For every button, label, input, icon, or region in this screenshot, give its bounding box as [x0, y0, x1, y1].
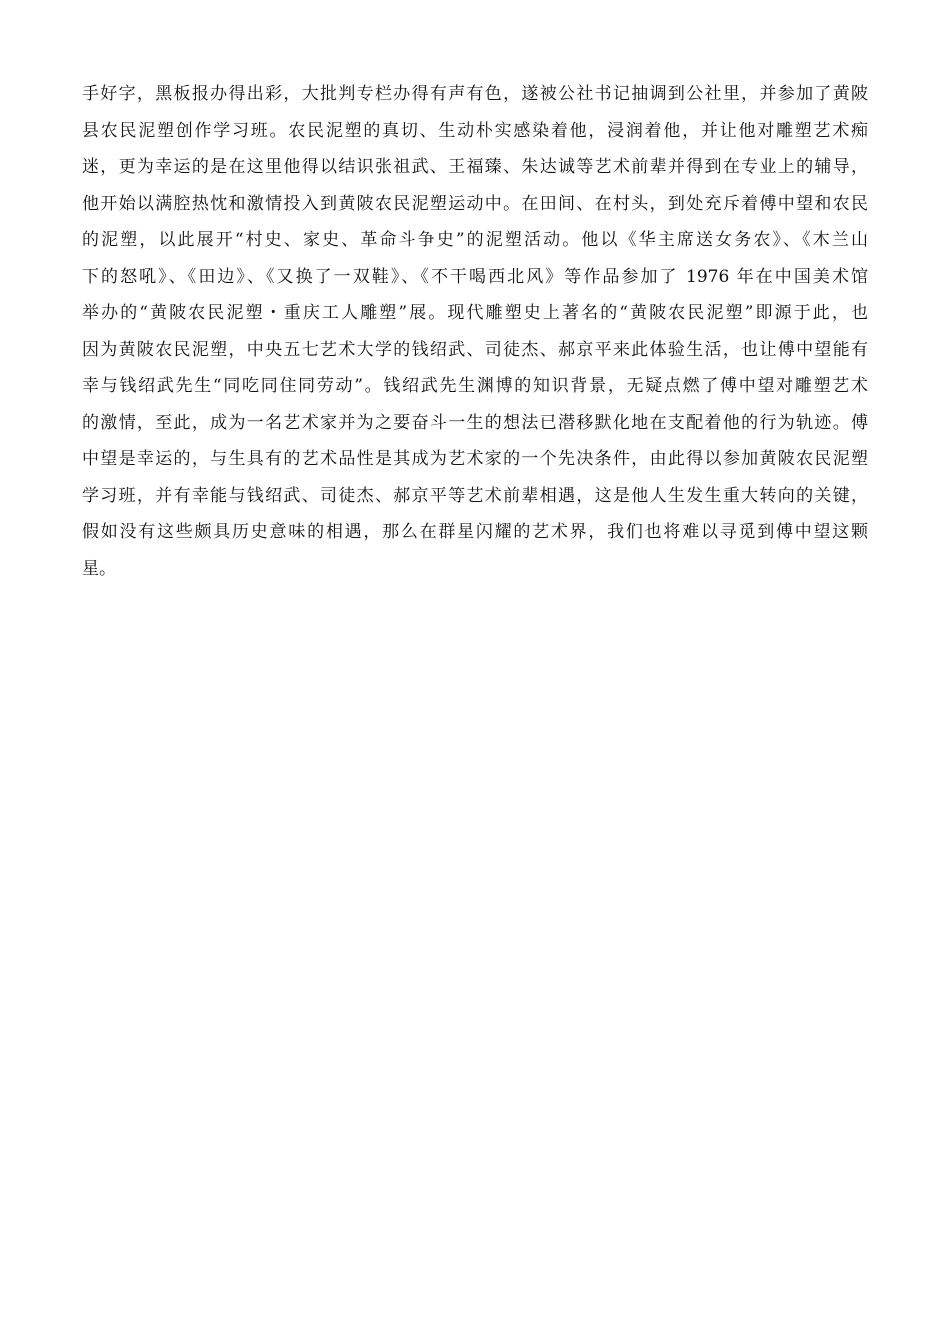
paragraph-line: 中望是幸运的，与生具有的艺术品性是其成为艺术家的一个先决条件，由此得以参加黄陂农民泥塑: [82, 449, 868, 469]
paragraph-line: 因为黄陂农民泥塑，中央五七艺术大学的钱绍武、司徒杰、郝京平来此体验生活，也让傅中望能有: [82, 339, 868, 360]
paragraph-line: 县农民泥塑创作学习班。农民泥塑的真切、生动朴实感染着他，浸润着他，并让他对雕塑艺术痴: [82, 120, 868, 141]
paragraph-line: 假如没有这些颇具历史意味的相遇，那么在群星闪耀的艺术界，我们也将难以寻觅到傅中望这颗: [82, 522, 868, 542]
paragraph-line: 举办的“黄陂农民泥塑・重庆工人雕塑”展。现代雕塑史上著名的“黄陂农民泥塑”即源于此，也: [82, 303, 868, 323]
paragraph-line: 星。: [82, 558, 116, 579]
body-paragraph: [82, 76, 868, 587]
paragraph-line: 手好字，黑板报办得出彩，大批判专栏办得有声有色，遂被公社书记抽调到公社里，并参加了黄陂: [82, 84, 868, 104]
paragraph-line: 他开始以满腔热忱和激情投入到黄陂农民泥塑运动中。在田间、在村头，到处充斥着傅中望和农民: [82, 193, 868, 214]
paragraph-line: 学习班，并有幸能与钱绍武、司徒杰、郝京平等艺术前辈相遇，这是他人生发生重大转向的关键，: [82, 485, 868, 506]
paragraph-line: 的激情，至此，成为一名艺术家并为之要奋斗一生的想法已潜移默化地在支配着他的行为轨迹。傅: [82, 412, 868, 433]
paragraph-line: 迷，更为幸运的是在这里他得以结识张祖武、王福臻、朱达诚等艺术前辈并得到在专业上的辅导，: [82, 157, 868, 177]
paragraph-line: 下的怒吼》、《田边》、《又换了一双鞋》、《不干喝西北风》等作品参加了 1976 年在中国美术馆: [82, 266, 868, 287]
paragraph-line: 幸与钱绍武先生“同吃同住同劳动”。钱绍武先生渊博的知识背景，无疑点燃了傅中望对雕塑艺术: [82, 376, 868, 396]
paragraph-line: 的泥塑，以此展开“村史、家史、革命斗争史”的泥塑活动。他以《华主席送女务农》、《木兰山: [82, 230, 868, 250]
